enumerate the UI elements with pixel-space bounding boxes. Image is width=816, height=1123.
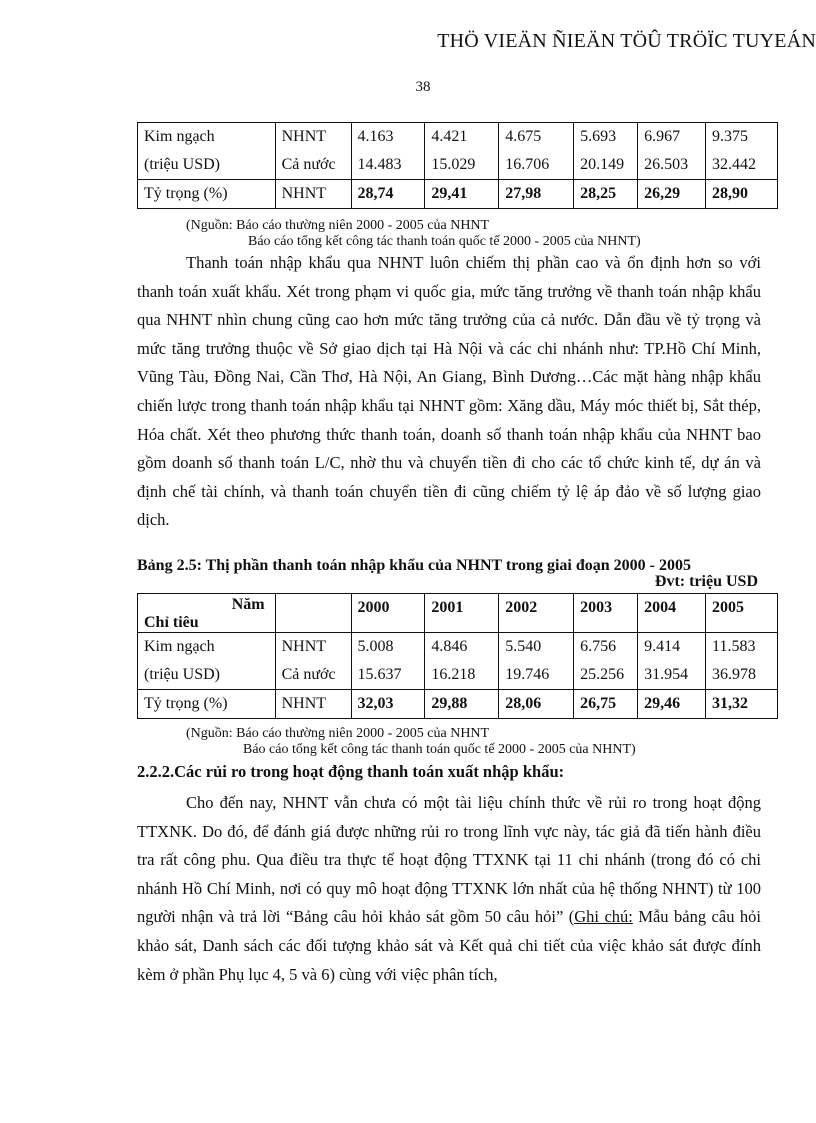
cell-value: 15.029	[431, 156, 476, 173]
row-sub-label	[275, 633, 351, 690]
source-note-line: Báo cáo tổng kết công tác thanh toán quốc tế 2000 - 2005 của NHNT)	[243, 742, 636, 757]
cell-value: 6.756	[580, 638, 617, 655]
column-header: 2002	[499, 594, 574, 633]
section-heading: 2.2.2.Các rủi ro trong hoạt động thanh toán xuất nhập khẩu:	[137, 762, 565, 781]
row-label-line: (triệu USD)	[144, 156, 220, 173]
cell-value: 6.967	[644, 128, 681, 145]
table-header-row	[138, 594, 778, 633]
cell-value: 16.218	[431, 666, 476, 683]
source-note-line: Báo cáo tổng kết công tác thanh toán quốc tế 2000 - 2005 của NHNT)	[248, 234, 641, 249]
table-cell	[499, 123, 574, 180]
note-label: Ghi chú:	[574, 907, 633, 927]
row-label: Tỷ trọng (%)	[138, 690, 276, 719]
page-number: 38	[415, 79, 431, 95]
sub-label-line: NHNT	[281, 128, 327, 145]
cell-value: 14.483	[357, 156, 402, 173]
cell-value: 4.675	[505, 128, 542, 145]
row-label-line: Kim ngạch	[144, 128, 215, 145]
cell-value: 5.008	[357, 638, 394, 655]
table-cell	[706, 633, 778, 690]
table-import-share	[137, 593, 778, 719]
header-indicator-label: Chỉ tiêu	[144, 614, 199, 631]
table-row	[138, 123, 778, 180]
column-header: 2003	[574, 594, 638, 633]
paragraph-text-part: Mẫu bảng câu hỏi khảo sát, Danh sách các đối tượng khảo sát và Kết quả chi tiết của việc khảo sát được đính kèm ở phần Phụ lục 4, 5 và 6) cùng với việc phân tích,	[137, 907, 761, 984]
row-sub-label: NHNT	[275, 180, 351, 209]
body-paragraph	[137, 789, 761, 989]
table-cell	[638, 123, 706, 180]
header-empty-cell	[275, 594, 351, 633]
cell-value: 9.375	[712, 128, 749, 145]
table-cell	[574, 633, 638, 690]
source-note-line: (Nguồn: Báo cáo thường niên 2000 - 2005 của NHNT	[186, 726, 490, 741]
cell-value: 20.149	[580, 156, 625, 173]
cell-value: 31.954	[644, 666, 689, 683]
table-cell: 26,29	[638, 180, 706, 209]
table-cell	[638, 633, 706, 690]
table-cell	[706, 123, 778, 180]
table-cell: 26,75	[574, 690, 638, 719]
table-unit: Đvt: triệu USD	[654, 573, 758, 590]
header-corner-cell	[138, 594, 276, 633]
column-header: 2001	[425, 594, 499, 633]
row-sub-label	[275, 123, 351, 180]
paragraph-text: Thanh toán nhập khẩu qua NHNT luôn chiếm thị phần cao và ổn định hơn so với thanh toán xuất khẩu. Xét trong phạm vi quốc gia, mức tăng trưởng về thanh toán nhập khẩu qua NHNT nhìn chung cũng cao hơn mức tăng trưởng của cả nước. Dẫn đầu về tỷ trọng và mức tăng trưởng thuộc về Sở giao dịch tại Hà Nội và các chi nhánh như: TP.Hồ Chí Minh, Vũng Tàu, Đồng Nai, Cần Thơ, Hà Nội, An Giang, Bình Dương…Các mặt hàng nhập khẩu chiến lược trong thanh toán nhập khẩu tại NHNT gồm: Xăng dầu, Máy móc thiết bị, Sắt thép, Hóa chất. Xét theo phương thức thanh toán, doanh số thanh toán nhập khẩu của NHNT bao gồm doanh số thanh toán L/C, nhờ thu và chuyển tiền đi cho các tổ chức kinh tế, dự án và định chế tài chính, và thanh toán chuyển tiền đi cũng chiếm tỷ lệ áp đảo về số lượng giao dịch.	[137, 253, 761, 530]
cell-value: 36.978	[712, 666, 757, 683]
table-cell: 31,32	[706, 690, 778, 719]
row-label	[138, 123, 276, 180]
table-row	[138, 633, 778, 690]
table-cell: 29,88	[425, 690, 499, 719]
source-note-line: (Nguồn: Báo cáo thường niên 2000 - 2005 của NHNT	[186, 218, 490, 233]
table-cell: 29,46	[638, 690, 706, 719]
cell-value: 26.503	[644, 156, 689, 173]
cell-value: 15.637	[357, 666, 402, 683]
cell-value: 16.706	[505, 156, 550, 173]
cell-value: 5.693	[580, 128, 617, 145]
table-continued	[137, 122, 778, 209]
table-cell	[425, 633, 499, 690]
row-sub-label: NHNT	[275, 690, 351, 719]
column-header: 2005	[706, 594, 778, 633]
table-cell	[351, 123, 425, 180]
cell-value: 25.256	[580, 666, 625, 683]
table-cell	[574, 123, 638, 180]
cell-value: 9.414	[644, 638, 681, 655]
row-label: Tỷ trọng (%)	[138, 180, 276, 209]
cell-value: 4.846	[431, 638, 468, 655]
table-cell	[425, 123, 499, 180]
table-row	[138, 690, 778, 719]
column-header: 2000	[351, 594, 425, 633]
table-cell: 28,06	[499, 690, 574, 719]
cell-value: 4.163	[357, 128, 394, 145]
cell-value: 19.746	[505, 666, 550, 683]
table-cell: 28,90	[706, 180, 778, 209]
header-year-label: Năm	[231, 596, 265, 613]
table-cell	[351, 633, 425, 690]
row-label-line: Kim ngạch	[144, 638, 215, 655]
column-header: 2004	[638, 594, 706, 633]
table-cell	[499, 633, 574, 690]
cell-value: 4.421	[431, 128, 468, 145]
row-label-line: (triệu USD)	[144, 666, 220, 683]
paragraph-text-part: Cho đến nay, NHNT vẫn chưa có một tài liệu chính thức về rủi ro trong hoạt động TTXNK. Do đó, để đánh giá được những rủi ro trong lĩnh vực này, tác giả đã tiến hành điều tra rất công phu. Qua điều tra thực tế hoạt động TTXNK tại 11 chi nhánh (trong đó có chi nhánh Hồ Chí Minh, nơi có quy mô hoạt động TTXNK lớn nhất của hệ thống NHNT) từ 100 người nhận và trả lời “Bảng câu hỏi khảo sát gồm 50 câu hỏi” (	[137, 793, 761, 927]
table-cell: 28,25	[574, 180, 638, 209]
table-row	[138, 180, 778, 209]
table-cell: 29,41	[425, 180, 499, 209]
page-header-title: THÖ VIEÄN ÑIEÄN TÖÛ TRÖÏC TUYEÁN	[437, 30, 816, 52]
sub-label-line: Cả nước	[281, 666, 336, 683]
sub-label-line: Cả nước	[281, 156, 336, 173]
sub-label-line: NHNT	[281, 638, 327, 655]
cell-value: 32.442	[712, 156, 757, 173]
row-label	[138, 633, 276, 690]
table-cell: 32,03	[351, 690, 425, 719]
table-caption: Bảng 2.5: Thị phần thanh toán nhập khẩu của NHNT trong giai đoạn 2000 - 2005	[137, 557, 691, 574]
cell-value: 11.583	[712, 638, 756, 655]
table-cell: 27,98	[499, 180, 574, 209]
table-cell: 28,74	[351, 180, 425, 209]
paragraph-text	[137, 789, 761, 989]
body-paragraph	[137, 249, 761, 535]
cell-value: 5.540	[505, 638, 542, 655]
